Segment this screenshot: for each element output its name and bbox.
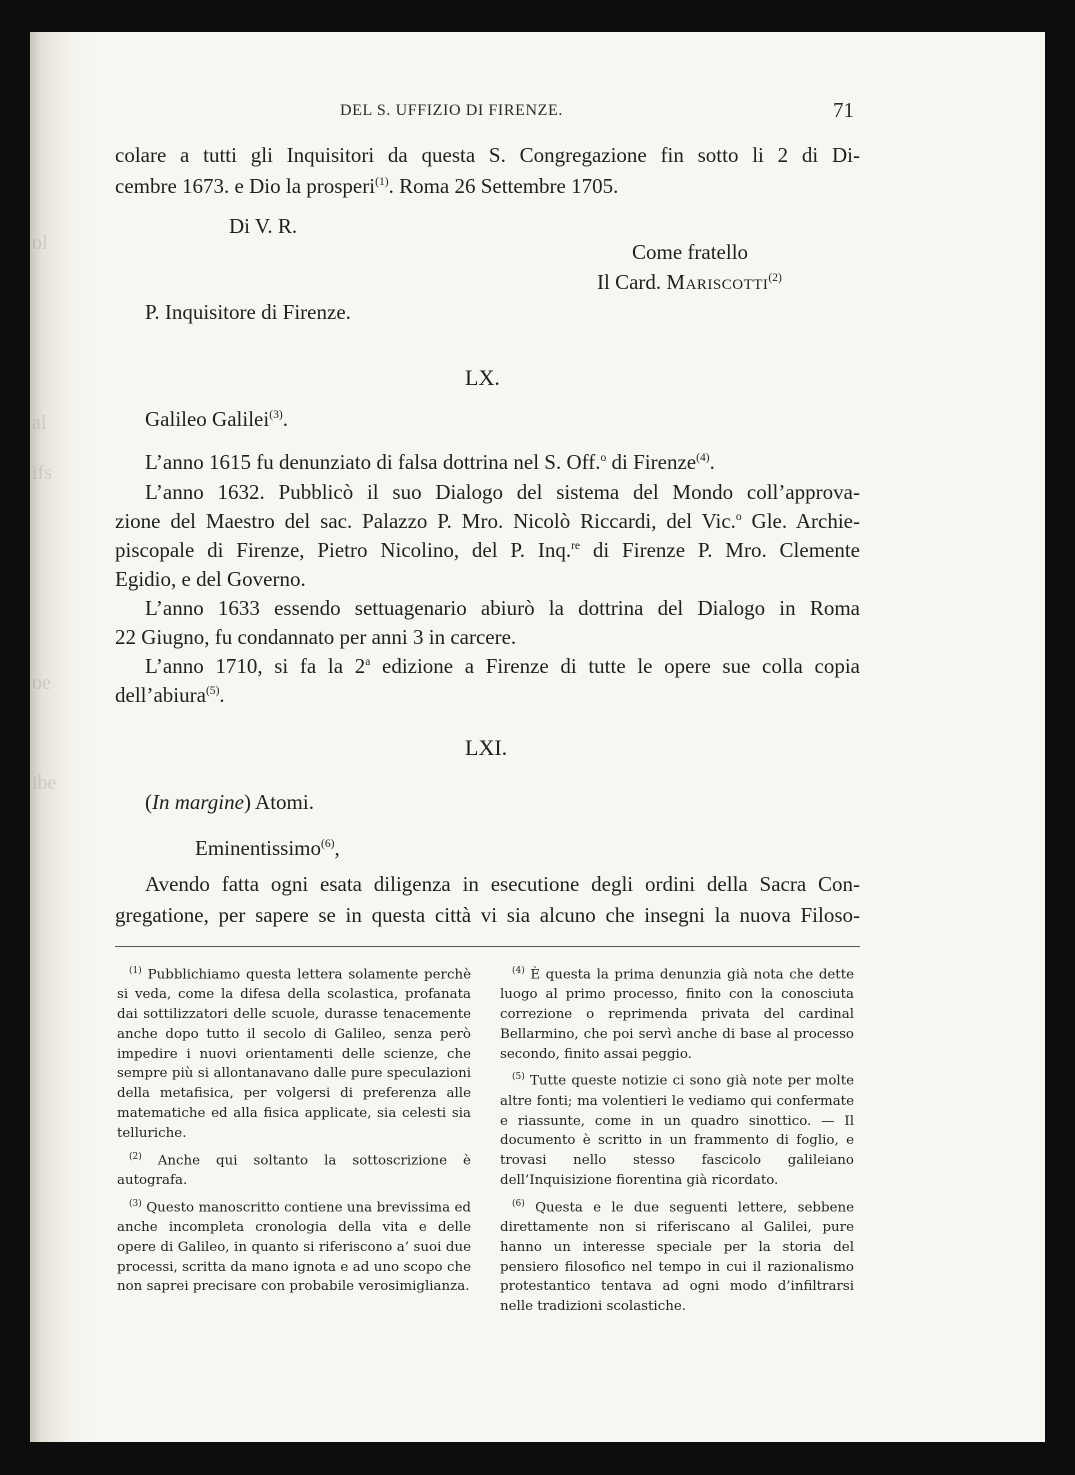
body-line: L’anno 1633 essendo settuagenario abiurò la dottrina del Dialogo in Roma (145, 596, 860, 620)
show-through-mark: ifs (32, 462, 52, 484)
body-line: piscopale di Firenze, Pietro Nicolino, del P. Inq.$^{re}$ di Firenze P. Mro. Clemente (115, 538, 861, 562)
closing: Come fratello (632, 240, 749, 264)
body-line: Avendo fatta ogni esata diligenza in esecutione degli ordini della Sacra Con- (145, 872, 860, 896)
body-line: 22 Giugno, fu condannato per anni 3 in carcere. (115, 625, 517, 649)
show-through-mark: oe (32, 672, 51, 694)
footnote-ref: (5) (205, 685, 220, 697)
footnote: $^{(1)}$ Pubblichiamo questa lettera solamente perchè si veda, come la difesa della scolastica, profanata dai sottilizzatori delle scuole, durasse tenacemente anche dopo tutto il secolo di Galileo, senza però impedire i nuovi orientamenti delle scienze, che sempre più si allontanavano dalle pure speculazioni della metafisica, per volgersi di preferenza alle matematiche ed alla fisica applicate, sia celesti sia telluriche. (117, 966, 471, 1141)
page-number: 71 (833, 98, 854, 122)
footnote-ref: (6) (321, 838, 335, 850)
signature: Il Card. Mariscotti$^{(2)}$ (597, 270, 782, 294)
body-line: L’anno 1615 fu denunziato di falsa dottrina nel S. Off.$^o$ di Firenze$^{(4)}$. (145, 450, 715, 474)
salutation: Di V. R. (229, 214, 298, 238)
body-line: L’anno 1632. Pubblicò il suo Dialogo del sistema del Mondo coll’approva- (145, 480, 860, 504)
show-through-mark: ol (32, 232, 48, 254)
footnote: $^{(3)}$ Questo manoscritto contiene una brevissima ed anche incompleta cronologia della vita e delle opere di Galileo, in quanto si riferiscono a’ suoi due processi, scritta da mano ignota e ad uno scopo che non saprei precisare con probabile verosimiglianza. (117, 1198, 472, 1295)
body-line: colare a tutti gli Inquisitori da questa S. Congregazione fin sotto li 2 di Di- (115, 143, 860, 167)
margin-note: (In margine) Atomi. (145, 790, 314, 814)
footnote-ref: (4) (696, 452, 710, 464)
body-line: dell’abiura$^{(5)}$. (115, 683, 225, 707)
footnotes-left (117, 962, 471, 1301)
show-through-mark: al (32, 412, 47, 434)
section-number-lxi: LXI. (465, 735, 508, 760)
body-line: gregatione, per sapere se in questa città vi sia alcuno che insegni la nuova Filoso- (115, 903, 860, 927)
body-line: Egidio, e del Governo. (115, 567, 306, 591)
footnote-rule (115, 946, 860, 947)
body-line: zione del Maestro del sac. Palazzo P. Mro. Nicolò Riccardi, del Vic.$^o$ Gle. Archie- (115, 509, 860, 533)
show-through-mark: ibe (32, 772, 57, 794)
footnote-ref: (1) (375, 176, 389, 188)
section-number-lx: LX. (465, 365, 500, 390)
body-line: cembre 1673. e Dio la prosperi$^{(1)}$. Roma 26 Settembre 1705. (115, 174, 619, 198)
footnote: $^{(5)}$ Tutte queste notizie ci sono già note per molte altre fonti; ma volentieri le vediamo qui confermate e riassunte, come in un quadro sinottico. — Il documento è scritto in un frammento di foglio, e trovasi nello stesso fascicolo galileiano dell’Inquisizione fiorentina già ricordato. (500, 1072, 854, 1188)
footnote: $^{(6)}$ Questa e le due seguenti lettere, sebbene direttamente non si riferiscano al Galilei, pure hanno un interesse speciale per la storia del pensiero filosofico nel tempo in cui il razionalismo protestantico tentava ad ogni modo d’infiltrarsi nelle tradizioni scolastiche. (500, 1198, 854, 1315)
signature-name: Mariscotti (666, 270, 769, 294)
footnotes-right (500, 962, 854, 1321)
footnote-ref: (2) (768, 272, 782, 284)
body-line: L’anno 1710, si fa la 2$^a$ edizione a Firenze di tutte le opere sue colla copia (145, 654, 860, 678)
greeting: Eminentissimo$^{(6)}$, (195, 836, 340, 860)
section-title: Galileo Galilei$^{(3)}$. (145, 407, 288, 431)
footnote-ref: (3) (269, 409, 283, 421)
footnote: $^{(4)}$ È questa la prima denunzia già nota che dette luogo al primo processo, finito con la conosciuta correzione o reprimenda privata del cardinal Bellarmino, che poi servì anche di base al processo secondo, finito assai peggio. (500, 966, 854, 1062)
addressee: P. Inquisitore di Firenze. (145, 300, 351, 324)
running-head: DEL S. UFFIZIO DI FIRENZE. (340, 102, 563, 119)
footnote: $^{(2)}$ Anche qui soltanto la sottoscrizione è autografa. (117, 1151, 471, 1188)
